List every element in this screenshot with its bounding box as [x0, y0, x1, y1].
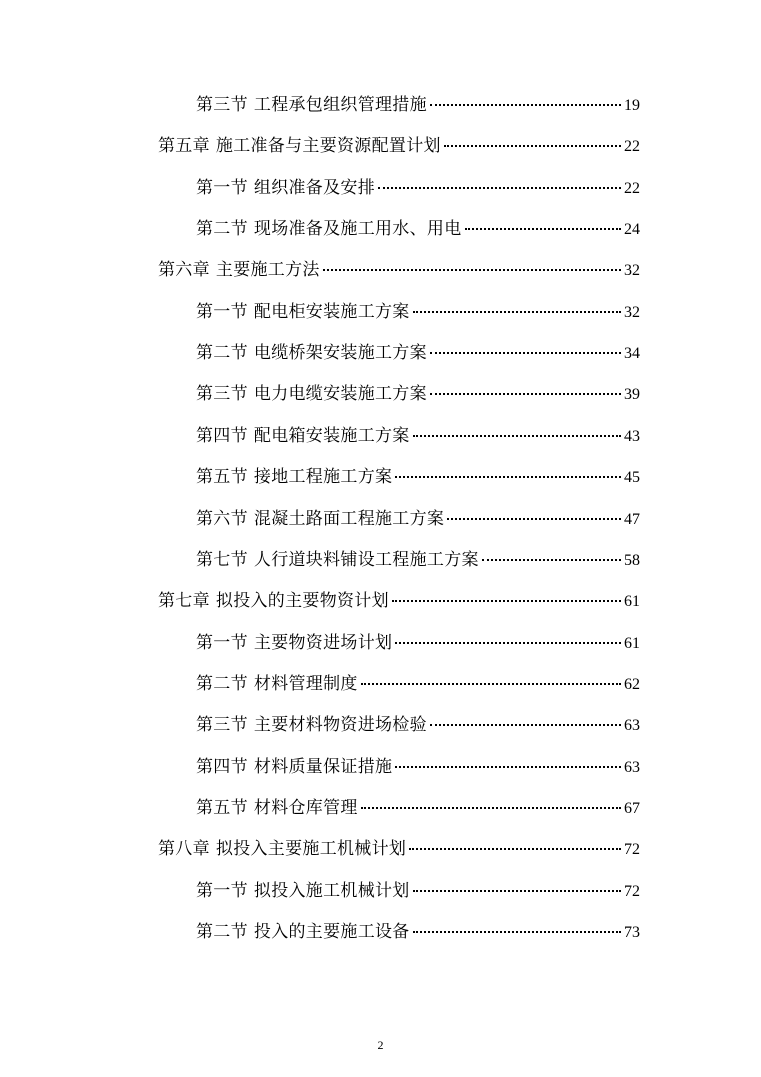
toc-entry-page-number: 19 [624, 97, 640, 114]
toc-dot-leader [447, 518, 621, 520]
toc-dot-leader [413, 435, 621, 437]
toc-entry-label [196, 338, 427, 368]
toc-dot-leader [395, 766, 621, 768]
toc-entry-page-number: 61 [624, 593, 640, 611]
toc-dot-leader [413, 890, 621, 892]
toc-dot-leader [444, 145, 621, 147]
toc-entry-number: 第一节 [196, 177, 248, 198]
toc-entry-number: 第六章 [158, 260, 210, 281]
toc-entry-page-number: 63 [624, 717, 640, 735]
toc-entry-title: 接地工程施工方案 [253, 467, 393, 488]
toc-dot-leader [413, 311, 621, 313]
toc-entry-title: 主要材料物资进场检验 [253, 715, 427, 736]
toc-entry-page-number: 72 [624, 882, 640, 900]
toc-entry-page-number: 39 [624, 386, 640, 404]
toc-section-entry[interactable] [196, 297, 640, 327]
toc-section-entry[interactable] [196, 379, 640, 409]
toc-entry-number: 第七章 [158, 591, 210, 612]
toc-dot-leader [465, 228, 621, 230]
toc-entry-label [158, 255, 320, 285]
toc-entry-number: 第三节 [196, 715, 248, 736]
toc-entry-title: 配电箱安装施工方案 [253, 425, 410, 446]
toc-entry-label [196, 669, 358, 699]
toc-entry-title: 工程承包组织管理措施 [253, 95, 427, 115]
toc-entry-number: 第五章 [158, 136, 210, 157]
toc-section-entry[interactable] [196, 173, 640, 203]
toc-entry-number: 第一节 [196, 301, 248, 322]
toc-section-entry[interactable] [196, 338, 640, 368]
toc-dot-leader [430, 104, 621, 106]
toc-dot-leader [430, 724, 621, 726]
toc-dot-leader [482, 559, 621, 561]
toc-entry-number: 第四节 [196, 756, 248, 777]
toc-entry-page-number: 58 [624, 551, 640, 569]
toc-entry-number: 第二节 [196, 673, 248, 694]
toc-entry-number: 第一节 [196, 880, 248, 901]
toc-dot-leader [409, 848, 621, 850]
toc-entry-label [196, 297, 410, 327]
toc-entry-page-number: 22 [624, 179, 640, 197]
toc-entry-label [196, 90, 427, 120]
toc-entry-label [196, 710, 427, 740]
toc-dot-leader [323, 269, 621, 271]
toc-entry-page-number: 67 [624, 799, 640, 817]
toc-entry-number: 第二节 [196, 922, 248, 942]
toc-entry-page-number: 32 [624, 262, 640, 280]
toc-entry-page-number: 32 [624, 303, 640, 321]
toc-entry-title: 施工准备与主要资源配置计划 [215, 136, 441, 157]
toc-entry-label [196, 917, 410, 947]
toc-chapter-entry[interactable] [158, 131, 640, 161]
toc-dot-leader [378, 187, 621, 189]
toc-entry-label [196, 752, 392, 782]
toc-section-entry[interactable] [196, 793, 640, 823]
toc-entry-page-number: 47 [624, 510, 640, 528]
toc-entry-title: 拟投入的主要物资计划 [215, 591, 389, 612]
toc-entry-page-number: 62 [624, 675, 640, 693]
toc-entry-label [158, 131, 441, 161]
toc-entry-page-number: 45 [624, 469, 640, 487]
toc-entry-number: 第七节 [196, 549, 248, 570]
toc-section-entry[interactable] [196, 90, 640, 120]
toc-entry-page-number: 61 [624, 634, 640, 652]
toc-entry-page-number: 22 [624, 138, 640, 156]
toc-dot-leader [395, 476, 621, 478]
toc-entry-number: 第五节 [196, 797, 248, 818]
toc-entry-label [196, 214, 462, 244]
toc-entry-number: 第八章 [158, 839, 210, 860]
toc-entry-title: 配电柜安装施工方案 [253, 301, 410, 322]
toc-dot-leader [392, 600, 621, 602]
toc-entry-number: 第五节 [196, 467, 248, 488]
toc-entry-title: 现场准备及施工用水、用电 [253, 219, 462, 240]
toc-entry-label [196, 173, 375, 203]
toc-section-entry[interactable] [196, 710, 640, 740]
toc-chapter-entry[interactable] [158, 586, 640, 616]
toc-entry-title: 主要施工方法 [215, 260, 320, 281]
toc-entry-label [196, 462, 392, 492]
toc-entry-title: 人行道块料铺设工程施工方案 [253, 549, 479, 570]
toc-section-entry[interactable] [196, 876, 640, 906]
toc-entry-page-number: 63 [624, 758, 640, 776]
toc-entry-title: 材料仓库管理 [253, 797, 358, 818]
toc-chapter-entry[interactable] [158, 834, 640, 864]
page-number: 2 [377, 1038, 384, 1052]
toc-section-entry[interactable] [196, 669, 640, 699]
toc-entry-number: 第四节 [196, 425, 248, 446]
toc-entry-label [196, 793, 358, 823]
toc-entry-label [196, 379, 427, 409]
toc-dot-leader [395, 642, 621, 644]
toc-entry-page-number: 43 [624, 427, 640, 445]
toc-entry-page-number: 24 [624, 221, 640, 239]
toc-section-entry[interactable] [196, 214, 640, 244]
toc-entry-title: 材料管理制度 [253, 673, 358, 694]
toc-entry-title: 电力电缆安装施工方案 [253, 384, 427, 405]
toc-entry-label [196, 421, 410, 451]
toc-entry-label [196, 504, 444, 534]
toc-entry-number: 第二节 [196, 219, 248, 240]
toc-section-entry[interactable] [196, 545, 640, 575]
toc-section-entry[interactable] [196, 504, 640, 534]
toc-entry-title: 组织准备及安排 [253, 177, 376, 198]
toc-entry-number: 第一节 [196, 632, 248, 653]
toc-dot-leader [361, 683, 621, 685]
toc-section-entry[interactable] [196, 917, 640, 947]
toc-entry-label [196, 876, 410, 906]
toc-entry-page-number: 72 [624, 841, 640, 859]
toc-entry-title: 投入的主要施工设备 [253, 922, 410, 942]
toc-entry-title: 拟投入施工机械计划 [253, 880, 410, 901]
toc-entry-number: 第六节 [196, 508, 248, 529]
toc-dot-leader [361, 807, 621, 809]
toc-section-entry[interactable] [196, 421, 640, 451]
toc-entry-label [196, 545, 479, 575]
toc-entry-label [158, 834, 406, 864]
toc-entry-title: 电缆桥架安装施工方案 [253, 343, 427, 364]
toc-entry-title: 拟投入主要施工机械计划 [215, 839, 407, 860]
toc-entry-title: 材料质量保证措施 [253, 756, 393, 777]
toc-entry-title: 主要物资进场计划 [253, 632, 393, 653]
toc-entry-label [158, 586, 389, 616]
toc-entry-page-number: 34 [624, 345, 640, 363]
toc-entry-number: 第三节 [196, 95, 248, 115]
toc-dot-leader [430, 393, 621, 395]
toc-chapter-entry[interactable] [158, 255, 640, 285]
toc-section-entry[interactable] [196, 462, 640, 492]
toc-entry-label [196, 628, 392, 658]
toc-dot-leader [430, 352, 621, 354]
toc-entry-number: 第三节 [196, 384, 248, 405]
toc-section-entry[interactable] [196, 628, 640, 658]
toc-dot-leader [413, 931, 621, 933]
toc-entry-page-number: 73 [624, 924, 640, 941]
toc-section-entry[interactable] [196, 752, 640, 782]
toc-entry-number: 第二节 [196, 343, 248, 364]
toc-entry-title: 混凝土路面工程施工方案 [253, 508, 445, 529]
